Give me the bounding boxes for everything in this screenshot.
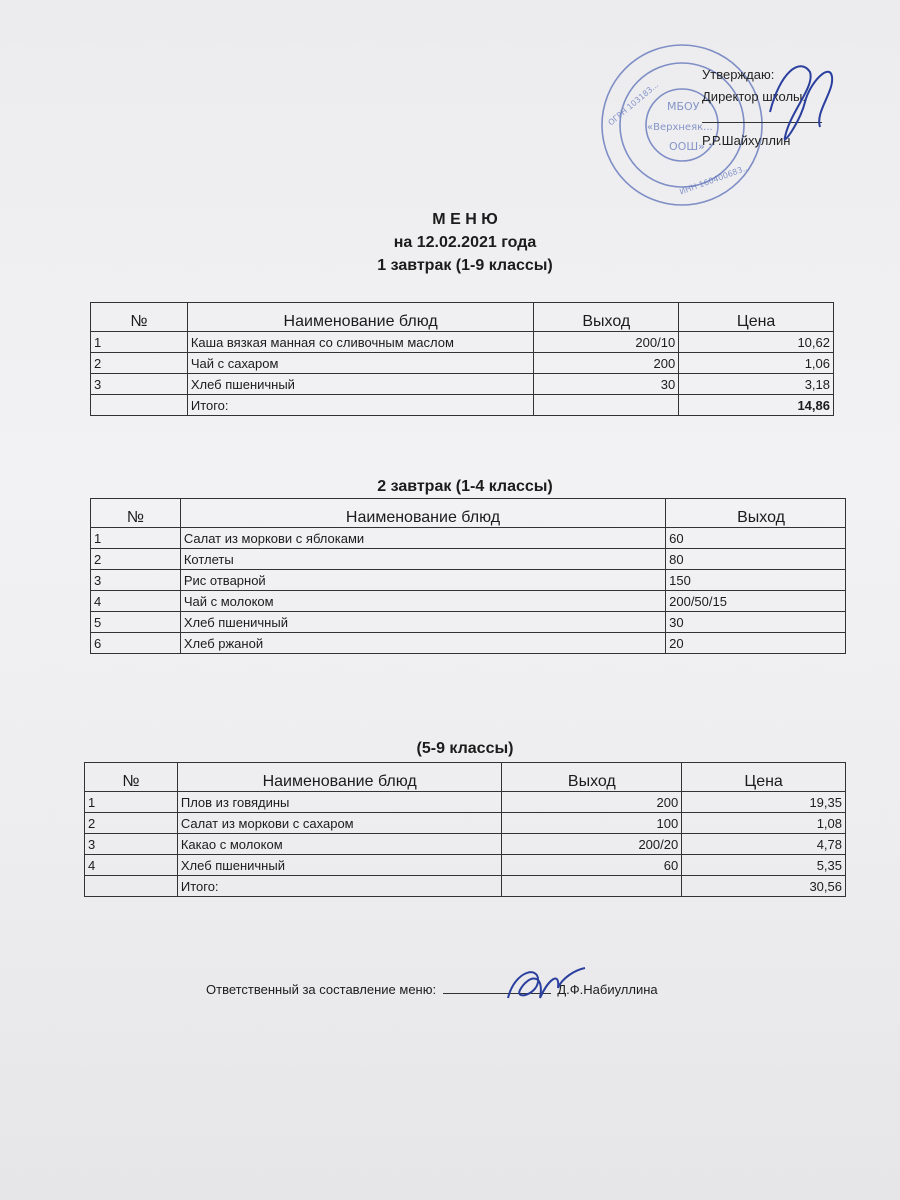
row-number: 5	[91, 612, 181, 633]
lunch-table	[84, 762, 846, 897]
stamp-text-5: ИНН 160400683...	[678, 162, 751, 197]
table-row	[91, 549, 846, 570]
director-signature	[760, 52, 840, 152]
dish-name: Плов из говядины	[177, 792, 502, 813]
table-row	[91, 374, 834, 395]
table-header-row	[91, 303, 834, 332]
col-number: №	[85, 763, 178, 792]
row-number: 4	[91, 591, 181, 612]
col-output: Выход	[534, 303, 679, 332]
table-header-row	[91, 499, 846, 528]
approval-line-1: Утверждаю:	[702, 67, 775, 82]
approval-line-2: Директор школы:	[702, 89, 806, 104]
dish-price: 5,35	[682, 855, 846, 876]
dish-name: Котлеты	[180, 549, 665, 570]
dish-output: 150	[666, 570, 846, 591]
dish-name: Каша вязкая манная со сливочным маслом	[187, 332, 534, 353]
total-value: 30,56	[682, 876, 846, 897]
stamp-text-4: ОГРН 103183...	[606, 80, 661, 128]
table-row	[85, 834, 846, 855]
col-price: Цена	[679, 303, 834, 332]
col-number: №	[91, 499, 181, 528]
menu-date: на 12.02.2021 года	[393, 234, 537, 251]
dish-output: 80	[666, 549, 846, 570]
col-name: Наименование блюд	[187, 303, 534, 332]
dish-price: 10,62	[679, 332, 834, 353]
table-row	[91, 353, 834, 374]
stamp-text-1: МБОУ	[667, 100, 700, 113]
table-row	[85, 792, 846, 813]
dish-output: 200/20	[502, 834, 682, 855]
row-number: 1	[85, 792, 178, 813]
menu-title: М Е Н Ю	[432, 211, 498, 228]
dish-output: 30	[666, 612, 846, 633]
dish-output: 100	[502, 813, 682, 834]
dish-price: 1,06	[679, 353, 834, 374]
dish-output: 200	[534, 353, 679, 374]
col-number: №	[91, 303, 188, 332]
row-number: 3	[85, 834, 178, 855]
total-label: Итого:	[177, 876, 502, 897]
breakfast2-title: 2 завтрак (1-4 классы)	[377, 478, 553, 495]
dish-price: 19,35	[682, 792, 846, 813]
dish-output: 200/10	[534, 332, 679, 353]
dish-output: 30	[534, 374, 679, 395]
dish-output: 200/50/15	[666, 591, 846, 612]
table-row	[91, 633, 846, 654]
col-name: Наименование блюд	[177, 763, 502, 792]
col-output: Выход	[666, 499, 846, 528]
responsible-signature	[500, 960, 590, 1010]
row-number: 2	[91, 353, 188, 374]
table-row	[91, 591, 846, 612]
dish-name: Хлеб пшеничный	[177, 855, 502, 876]
menu-title-block	[0, 208, 900, 277]
breakfast2-table	[90, 498, 846, 654]
col-output: Выход	[502, 763, 682, 792]
dish-name: Хлеб ржаной	[180, 633, 665, 654]
row-number: 1	[91, 528, 181, 549]
dish-name: Хлеб пшеничный	[187, 374, 534, 395]
total-row	[85, 876, 846, 897]
total-label: Итого:	[187, 395, 534, 416]
row-number: 3	[91, 570, 181, 591]
lunch-title: (5-9 классы)	[416, 740, 514, 757]
row-number: 6	[91, 633, 181, 654]
row-number: 2	[85, 813, 178, 834]
dish-price: 3,18	[679, 374, 834, 395]
dish-price: 1,08	[682, 813, 846, 834]
dish-output: 60	[666, 528, 846, 549]
dish-name: Салат из моркови с яблоками	[180, 528, 665, 549]
dish-name: Чай с молоком	[180, 591, 665, 612]
table-row	[91, 332, 834, 353]
row-number: 3	[91, 374, 188, 395]
responsible-label: Ответственный за составление меню:	[206, 982, 437, 997]
dish-output: 20	[666, 633, 846, 654]
col-price: Цена	[682, 763, 846, 792]
table-row	[85, 855, 846, 876]
approval-director-name: Р.Р.Шайхуллин	[702, 133, 791, 148]
row-number: 2	[91, 549, 181, 570]
breakfast1-title: 1 завтрак (1-9 классы)	[377, 257, 553, 274]
dish-output: 60	[502, 855, 682, 876]
total-value: 14,86	[679, 395, 834, 416]
stamp-text-2: «Верхнеяк...	[647, 122, 713, 133]
row-number: 4	[85, 855, 178, 876]
table-row	[85, 813, 846, 834]
dish-name: Хлеб пшеничный	[180, 612, 665, 633]
col-name: Наименование блюд	[180, 499, 665, 528]
row-number: 1	[91, 332, 188, 353]
dish-name: Салат из моркови с сахаром	[177, 813, 502, 834]
table-header-row	[85, 763, 846, 792]
breakfast1-table	[90, 302, 834, 416]
stamp-text-3: ООШ»	[669, 140, 705, 153]
table-row	[91, 570, 846, 591]
dish-price: 4,78	[682, 834, 846, 855]
table-row	[91, 612, 846, 633]
total-row	[91, 395, 834, 416]
dish-name: Чай с сахаром	[187, 353, 534, 374]
responsible-name: Д.Ф.Набиуллина	[557, 982, 658, 997]
dish-name: Рис отварной	[180, 570, 665, 591]
table-row	[91, 528, 846, 549]
dish-name: Какао с молоком	[177, 834, 502, 855]
dish-output: 200	[502, 792, 682, 813]
